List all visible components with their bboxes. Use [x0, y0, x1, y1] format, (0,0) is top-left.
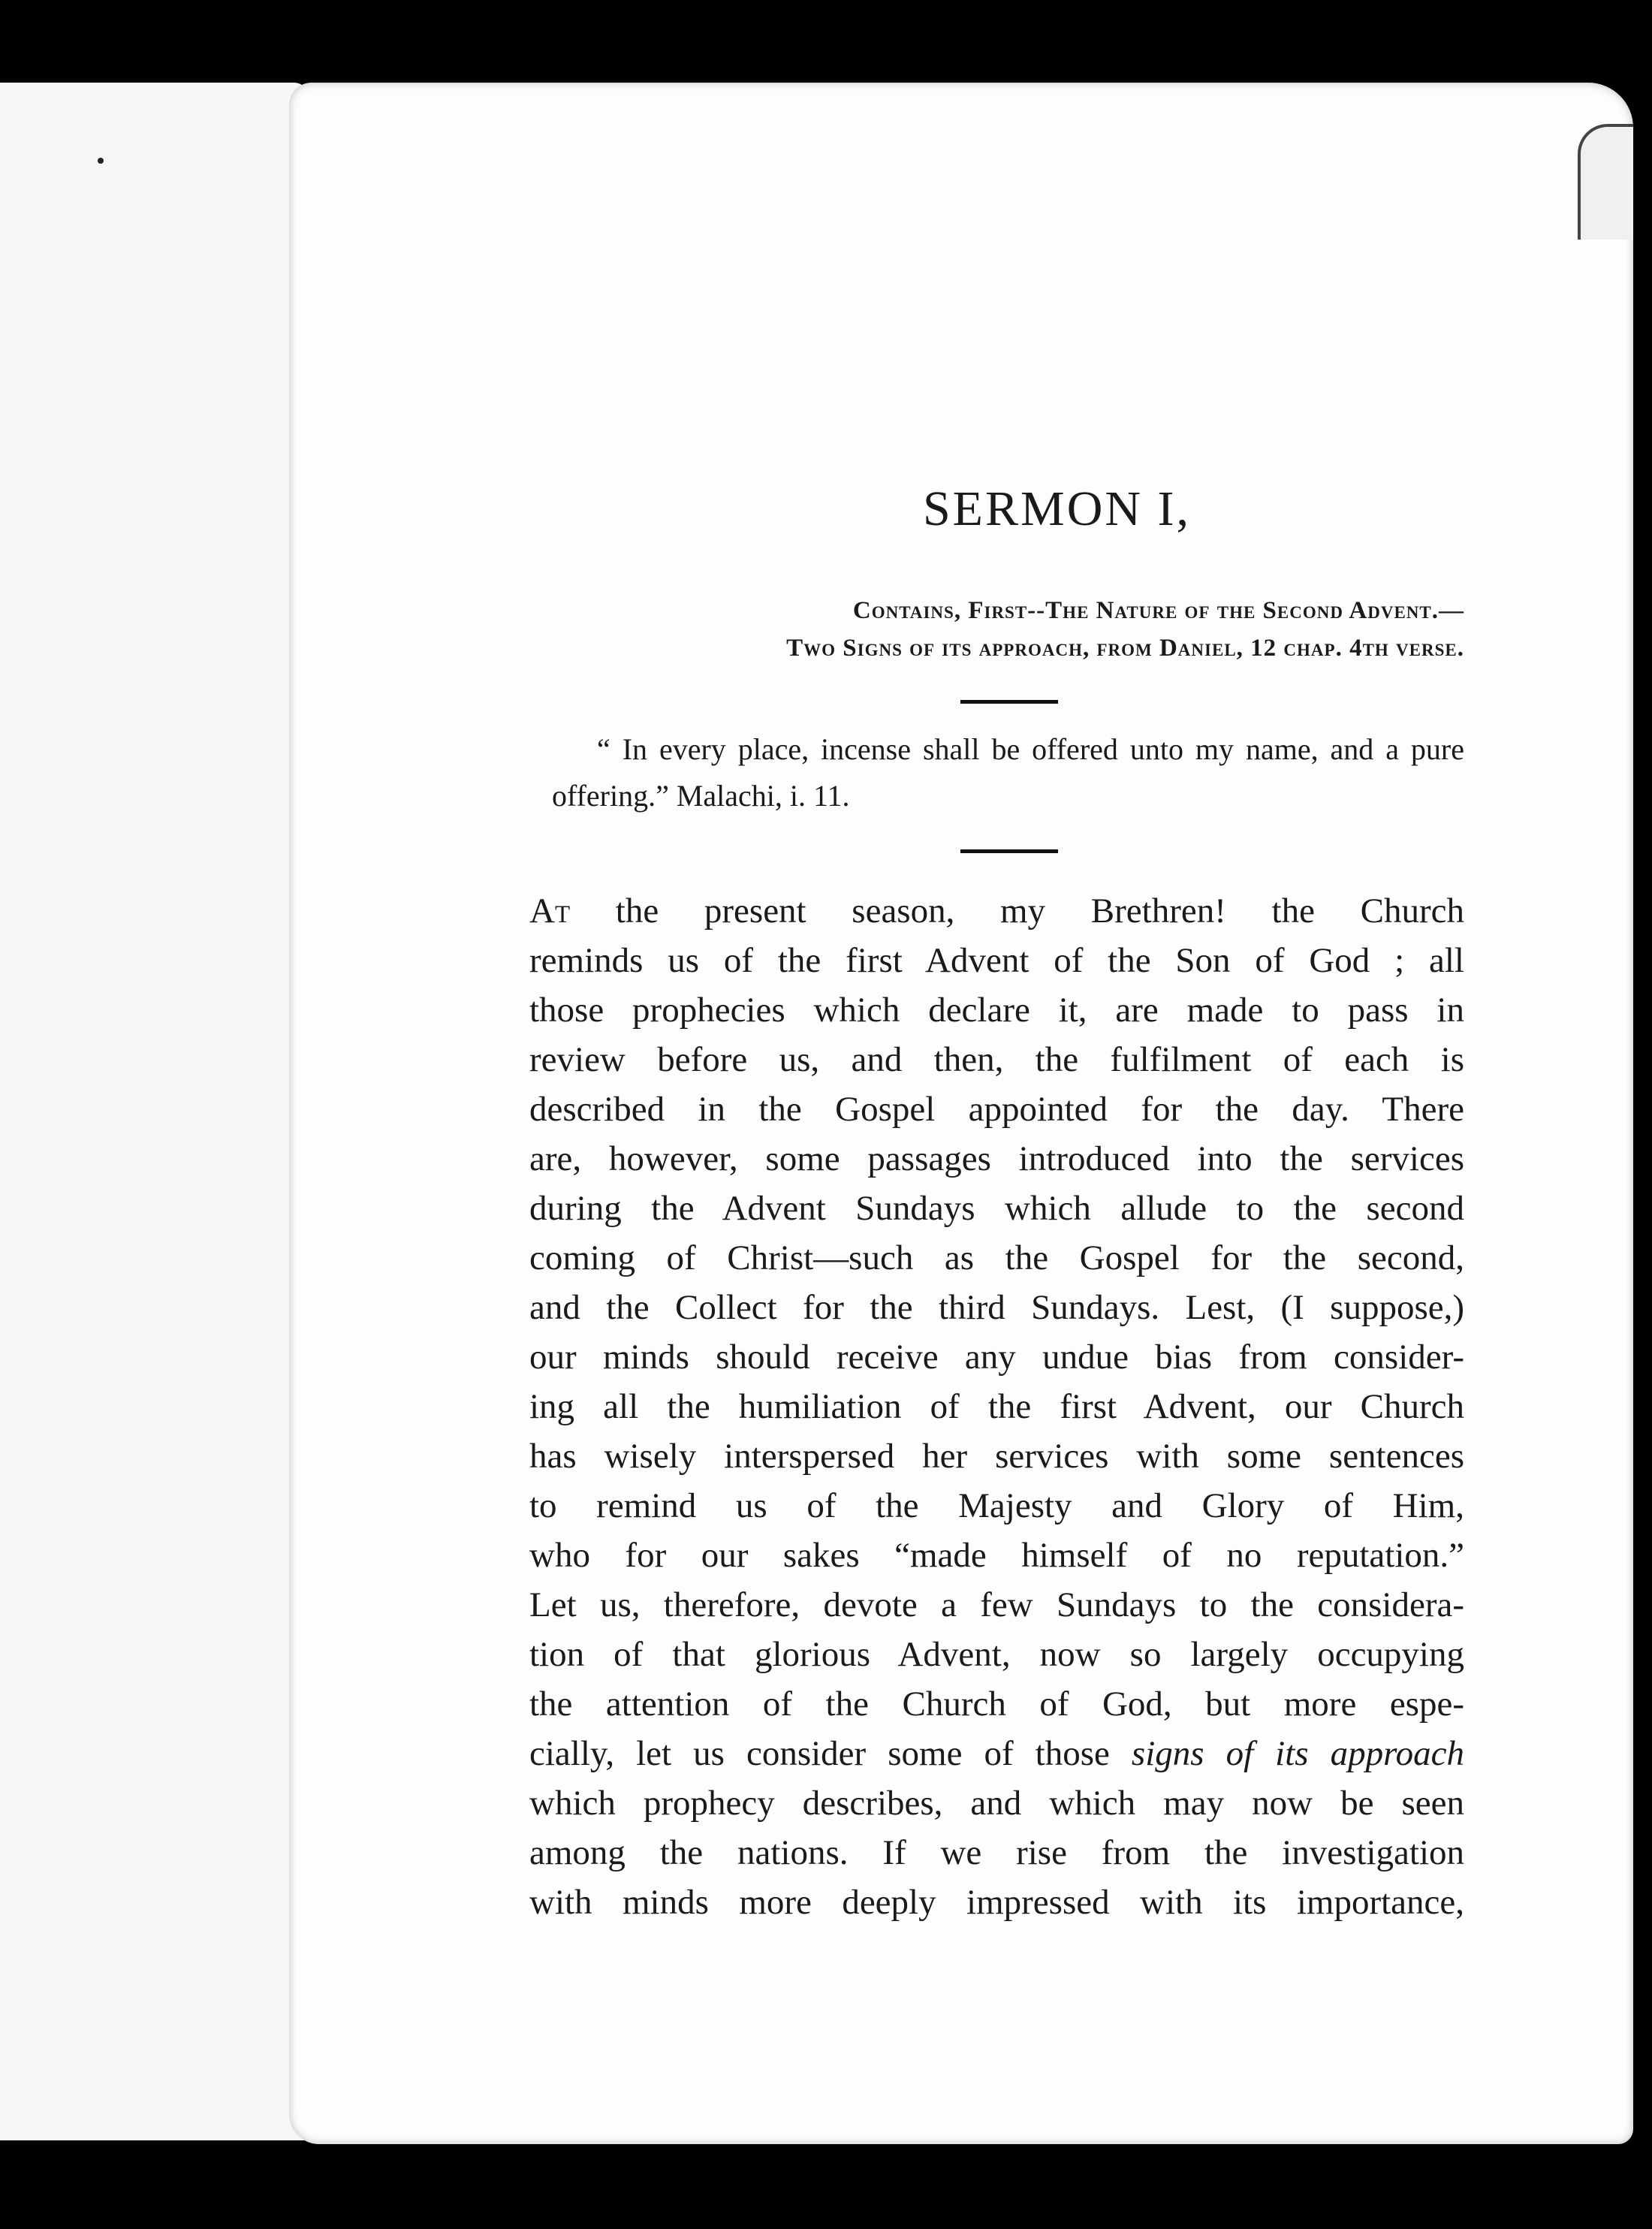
- subtitle-line: Contains, First--The Nature of the Second Advent.—: [852, 597, 1464, 624]
- body-line: with minds more deeply impressed with its importance,: [529, 1883, 1464, 1922]
- body-line: has wisely interspersed her services with some sentences: [529, 1437, 1464, 1476]
- body-line: At the present season, my Brethren! the Church: [529, 891, 1464, 931]
- body-line: among the nations. If we rise from the investigation: [529, 1833, 1464, 1872]
- body-line: those prophecies which declare it, are made to pass in: [529, 991, 1464, 1030]
- body-line: the attention of the Church of God, but more espe-: [529, 1685, 1464, 1724]
- subtitle-line: Two Signs of its approach, from Daniel, 12 chap. 4th verse.: [786, 635, 1464, 662]
- body-line: cially, let us consider some of those signs of its approach: [529, 1734, 1465, 1773]
- sermon-body: [529, 886, 1464, 1927]
- sermon-content: [529, 481, 1464, 1927]
- body-line: which prophecy describes, and which may now be seen: [529, 1784, 1464, 1823]
- body-line: Let us, therefore, devote a few Sundays to the considera-: [529, 1585, 1464, 1624]
- epigraph-quote: “ In every place, incense shall be offered unto my name, and a pure offering.” Malachi, i. 11.: [552, 732, 1464, 813]
- body-line: our minds should receive any undue bias from consider-: [529, 1338, 1464, 1377]
- divider-rule: [960, 849, 1058, 853]
- italic-phrase: signs of its approach: [1131, 1734, 1465, 1773]
- page-corner-curl: [1578, 124, 1633, 240]
- body-line: to remind us of the Majesty and Glory of Him,: [529, 1486, 1464, 1525]
- body-line: described in the Gospel appointed for the day. There: [529, 1090, 1464, 1129]
- paper-speck: [98, 158, 104, 164]
- body-line: reminds us of the first Advent of the Son of God ; all: [529, 941, 1464, 980]
- body-line: during the Advent Sundays which allude to the second: [529, 1189, 1464, 1228]
- sermon-subtitle: [529, 592, 1464, 667]
- previous-page-edge: [0, 83, 308, 2140]
- body-line: tion of that glorious Advent, now so largely occupying: [529, 1635, 1464, 1674]
- body-line: ing all the humiliation of the first Advent, our Church: [529, 1387, 1464, 1426]
- body-line: are, however, some passages introduced into the services: [529, 1139, 1464, 1178]
- body-line: and the Collect for the third Sundays. Lest, (I suppose,): [529, 1288, 1464, 1327]
- body-line: coming of Christ—such as the Gospel for the second,: [529, 1238, 1464, 1277]
- divider-rule: [960, 700, 1058, 704]
- opening-word: At: [529, 891, 571, 931]
- body-line: who for our sakes “made himself of no reputation.”: [529, 1536, 1464, 1575]
- body-line: review before us, and then, the fulfilment of each is: [529, 1040, 1464, 1079]
- sermon-title: SERMON I,: [922, 481, 1192, 536]
